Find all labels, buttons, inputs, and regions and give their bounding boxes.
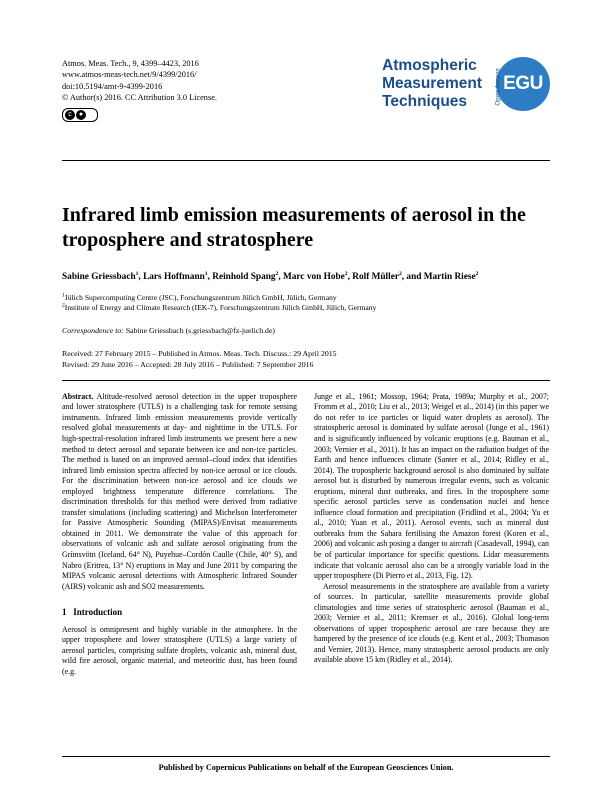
egu-logo-icon: EGU	[496, 57, 550, 111]
masthead	[62, 56, 550, 152]
journal-doi-line: doi:10.5194/amt-9-4399-2016	[62, 81, 163, 91]
right-column	[314, 392, 549, 678]
cc-license-block	[62, 108, 217, 122]
section-number: 1	[62, 607, 67, 618]
open-access-label: Open Access	[496, 68, 502, 106]
creative-commons-icon	[62, 108, 98, 122]
journal-logo-line3: Techniques	[382, 93, 468, 110]
journal-logo	[382, 56, 550, 111]
journal-logo-text-wrap	[382, 56, 502, 111]
page-footer	[62, 748, 550, 772]
section-heading-introduction	[62, 607, 297, 618]
author-list: Sabine Griessbach$^1$, Lars Hoffmann$^1$, Reinhold Spang$^2$, Marc von Hobe$^2$, Rolf Müller$^2$, and Martin Riese$^2$	[62, 270, 479, 282]
right-column-paragraph-1: Junge et al., 1961; Mossop, 1964; Prata, 1989a; Murphy et al., 2007; Fromm et al., 2010; Liu et al., 2013; Weigel et al., 2014) (in this paper we do not refer to ice particles or liquid water droplets as aerosol). The stratospheric aerosol is dominated by sulfate aerosol (Junge et al., 1961) and is significantly influenced by volcanic eruptions (e.g. Bauman et al., 2003; Vernier et al., 2011). It has an impact on the radiation budget of the Earth and hence influences climate (Santer et al., 2014; Ridley et al., 2014). The tropospheric background aerosol is also dominated by sulfate aerosol but is disturbed by numerous irregular events, such as volcanic eruptions, mineral dust outbreaks, and fires. In the troposphere some specific aerosol particles serve as condensation nuclei and hence influence cloud formation and precipitation (Fridlind et al., 2004; Yu et al., 2010; Yuan et al., 2011). Aerosol events, such as mineral dust outbreaks from the Sahara fertilising the Amazon forest (Koren et al., 2006) and volcanic ash posing a danger to aircraft (Casadevall, 1994), can be of particular importance for specific questions. Lidar measurements indicate that volcanic aerosol also can be a strongly variable load in the upper troposphere (Di Pierro et al., 2013, Fig. 12).	[314, 391, 549, 581]
revised-line: Revised: 29 June 2016 – Accepted: 28 July 2016 – Published: 7 September 2016	[62, 360, 314, 370]
affiliation-2: $^2$Institute of Energy and Climate Research (IEK-7), Forschungszentrum Jülich GmbH, Jülich, Germany	[62, 302, 377, 313]
received-line: Received: 27 February 2015 – Published in Atmos. Meas. Tech. Discuss.: 29 April 2015	[62, 348, 337, 358]
journal-license-line: © Author(s) 2016. CC Attribution 3.0 License.	[62, 92, 217, 102]
journal-logo-line2: Measurement	[382, 75, 482, 92]
abstract-heading: Abstract.	[62, 391, 94, 401]
page-title: Infrared limb emission measurements of aerosol in the troposphere and stratosphere	[62, 204, 526, 251]
abstract-paragraph	[62, 392, 297, 592]
left-column	[62, 392, 297, 678]
abstract-text: Altitude-resolved aerosol detection in the upper troposphere and lower stratosphere (UTLS) is a challenging task for remote sensing instruments. Infrared limb emission measurements provide vertically resolved global measurements at day- and nighttime in the UTLS. For high-spectral-resolution infrared limb instruments we present here a new method to detect aerosol and separate between ice and non-ice particles. The method is based on an improved aerosol–cloud index that identifies infrared limb emission spectra affected by non-ice aerosol or ice clouds. For the discrimination between non-ice aerosol and ice clouds we employed brightness temperature difference correlations. The discrimination thresholds for this method were derived from radiative transfer simulations (including scattering) and Michelson Interferometer for Passive Atmospheric Sounding (MIPAS)/Envisat measurements obtained in 2011. We demonstrate the value of this approach for observations of volcanic ash and sulfate aerosol originating from the Grímsvötn (Iceland, 64° N), Puyehue–Cordón Caulle (Chile, 40° S), and Nabro (Eritrea, 13° N) eruptions in May and June 2011 by comparing the MIPAS volcanic aerosol detections with Atmospheric Infrared Sounder (AIRS) volcanic ash and SO2 measurements.	[62, 391, 297, 591]
correspondence-label: Correspondence to:	[62, 325, 124, 335]
intro-paragraph-1: Aerosol is omnipresent and highly variable in the atmosphere. In the upper troposphere and lower stratosphere (UTLS) a large variety of aerosol particles, comprising sulfate droplets, volcanic ash, mineral dust, wild fire aerosol, organic material, and meteoritic dust, has been found (e.g.	[62, 624, 297, 676]
journal-url-line: www.atmos-meas-tech.net/9/4399/2016/	[62, 70, 197, 80]
publication-dates	[62, 348, 550, 371]
journal-logo-text	[382, 56, 502, 111]
footer-text: Published by Copernicus Publications on behalf of the European Geosciences Union.	[158, 763, 454, 772]
journal-logo-line1: Atmospheric	[382, 57, 477, 74]
cc-by-circle-icon: ●	[76, 110, 86, 120]
footer-divider	[62, 756, 550, 757]
header-divider	[62, 380, 550, 381]
journal-reference	[62, 56, 217, 122]
section-title: Introduction	[73, 607, 123, 618]
right-column-paragraph-2: Aerosol measurements in the stratosphere are available from a variety of sources. In particular, satellite measurements provide global climatologies and time series of stratospheric aerosol (Bauman et al., 2003; Vernier et al., 2011; Kremser et al., 2016). Global long-term observations of upper tropospheric aerosol are rare because they are hampered by the presence of ice clouds (e.g. Kent et al., 2003; Thomason and Vernier, 2013). Hence, many stratospheric aerosol products are only available above 15 km (Ridley et al., 2014).	[314, 581, 549, 665]
correspondence-value: Sabine Griessbach (s.griessbach@fz-juelich.de)	[125, 325, 276, 335]
masthead-divider	[62, 160, 550, 161]
body-columns	[62, 392, 550, 678]
correspondence-line	[62, 325, 550, 336]
journal-citation-line: Atmos. Meas. Tech., 9, 4399–4423, 2016	[62, 59, 199, 68]
affiliation-1: $^1$Jülich Supercomputing Centre (JSC), Forschungszentrum Jülich GmbH, Jülich, Germany	[62, 292, 337, 302]
cc-circle-icon: c	[65, 110, 75, 120]
